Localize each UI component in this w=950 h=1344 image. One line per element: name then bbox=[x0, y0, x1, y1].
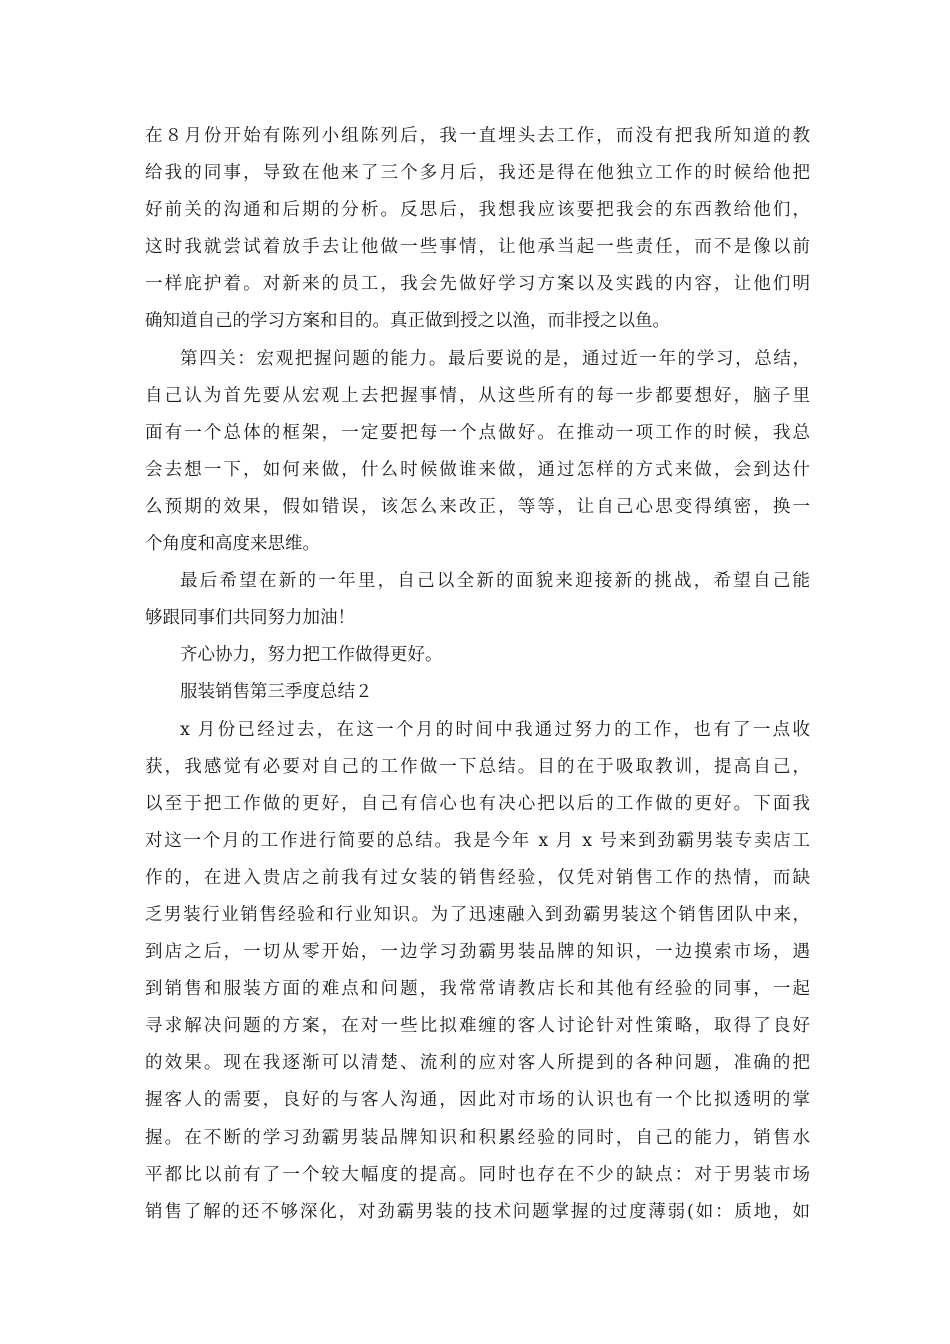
text-line: 握。在不断的学习劲霸男装品牌知识和积累经验的同时，自己的能力，销售水 bbox=[145, 1127, 810, 1148]
text-line: 的效果。现在我逐渐可以清楚、流利的应对客人所提到的各种问题，准确的把 bbox=[145, 1053, 810, 1074]
text-line: 一样庇护着。对新来的员工，我会先做好学习方案以及实践的内容，让他们明 bbox=[145, 274, 810, 295]
text-line: 个角度和高度来思维。 bbox=[145, 534, 320, 555]
text-line: 会去想一下，如何来做，什么时候做谁来做，通过怎样的方式来做，会到达什 bbox=[145, 459, 810, 480]
text-line: 服装销售第三季度总结２ bbox=[180, 682, 373, 703]
text-line: 好前关的沟通和后期的分析。反思后，我想我应该要把我会的东西教给他们， bbox=[145, 200, 810, 221]
text-line: 够跟同事们共同努力加油！ bbox=[145, 608, 355, 629]
text-line: 齐心协力，努力把工作做得更好。 bbox=[180, 645, 443, 666]
text-line: 寻求解决问题的方案，在对一些比拟难缠的客人讨论针对性策略，取得了良好 bbox=[145, 1016, 810, 1037]
text-line: 作的，在进入贵店之前我有过女装的销售经验，仅凭对销售工作的热情，而缺 bbox=[145, 867, 810, 888]
text-line: 到销售和服装方面的难点和问题，我常常请教店长和其他有经验的同事，一起 bbox=[145, 979, 810, 1000]
text-line: 以至于把工作做的更好，自己有信心也有决心把以后的工作做的更好。下面我 bbox=[145, 793, 810, 814]
text-line: 最后希望在新的一年里，自己以全新的面貌来迎接新的挑战，希望自己能 bbox=[180, 571, 810, 592]
text-line: 面有一个总体的框架，一定要把每一个点做好。在推动一项工作的时候，我总 bbox=[145, 422, 810, 443]
text-line: 销售了解的还不够深化，对劲霸男装的技术问题掌握的过度薄弱(如：质地，如 bbox=[145, 1201, 810, 1222]
text-line: 对这一个月的工作进行简要的总结。我是今年 x 月 x 号来到劲霸男装专卖店工 bbox=[145, 830, 810, 851]
text-line: 握客人的需要，良好的与客人沟通，因此对市场的认识也有一个比拟透明的掌 bbox=[145, 1090, 810, 1111]
document-body bbox=[145, 118, 810, 1231]
text-line: 平都比以前有了一个较大幅度的提高。同时也存在不少的缺点：对于男装市场 bbox=[145, 1164, 810, 1185]
text-line: 到店之后，一切从零开始，一边学习劲霸男装品牌的知识，一边摸索市场，遇 bbox=[145, 942, 810, 963]
text-line: 确知道自己的学习方案和目的。真正做到授之以渔，而非授之以鱼。 bbox=[145, 311, 670, 332]
text-line: 获，我感觉有必要对自己的工作做一下总结。目的在于吸取教训，提高自己， bbox=[145, 756, 810, 777]
text-line: x 月份已经过去，在这一个月的时间中我通过努力的工作，也有了一点收 bbox=[180, 719, 810, 740]
text-line: 自己认为首先要从宏观上去把握事情，从这些所有的每一步都要想好，脑子里 bbox=[145, 385, 810, 406]
text-line: 乏男装行业销售经验和行业知识。为了迅速融入到劲霸男装这个销售团队中来， bbox=[145, 904, 810, 925]
text-line: 在８月份开始有陈列小组陈列后，我一直埋头去工作，而没有把我所知道的教 bbox=[145, 126, 810, 146]
text-line: 给我的同事，导致在他来了三个多月后，我还是得在他独立工作的时候给他把 bbox=[145, 163, 810, 184]
text-line: 这时我就尝试着放手去让他做一些事情，让他承当起一些责任，而不是像以前 bbox=[145, 237, 810, 258]
text-line: 么预期的效果，假如错误，该怎么来改正，等等，让自己心思变得缜密，换一 bbox=[145, 496, 810, 517]
text-line: 第四关：宏观把握问题的能力。最后要说的是，通过近一年的学习，总结， bbox=[180, 348, 810, 369]
